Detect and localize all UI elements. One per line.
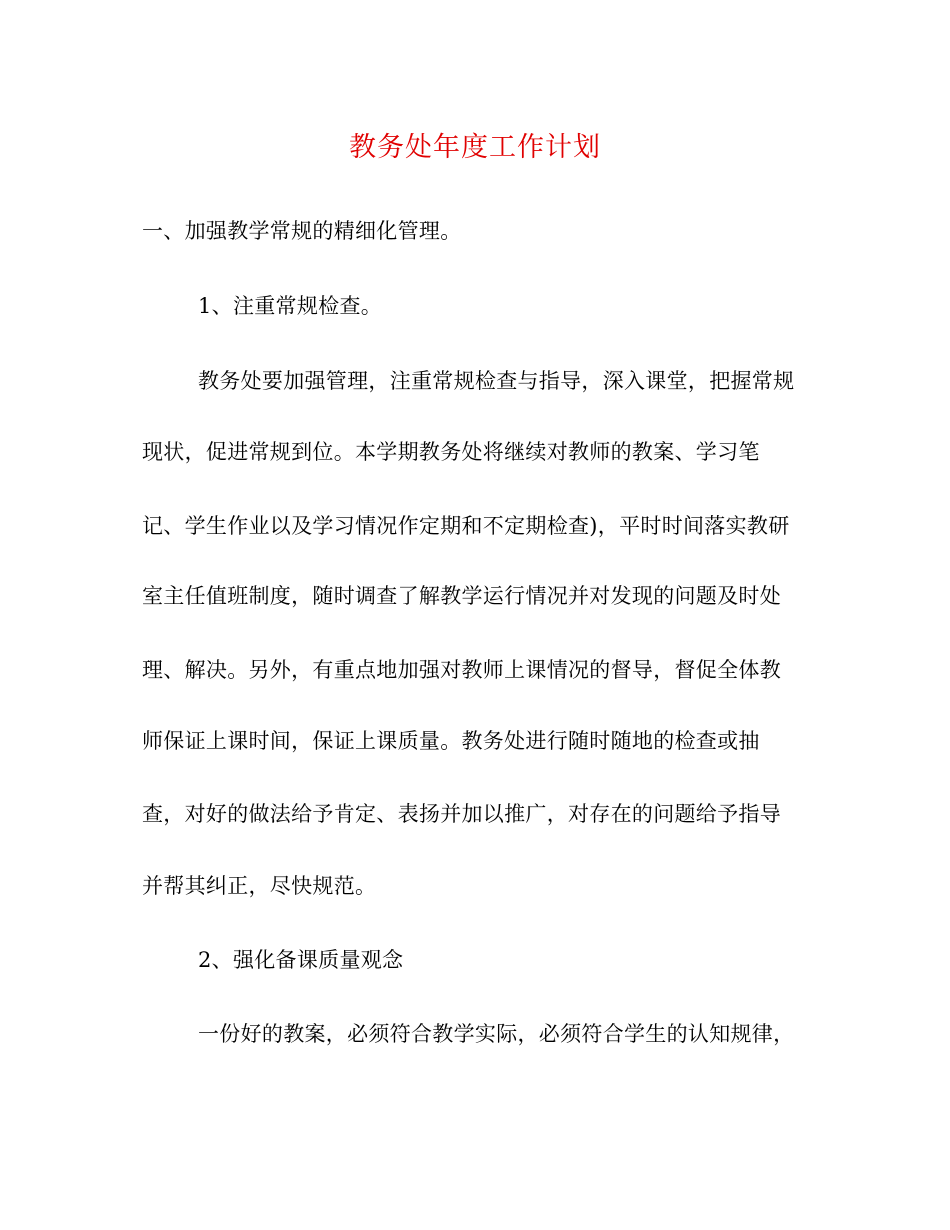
paragraph-line: 记、学生作业以及学习情况作定期和不定期检查)，平时时间落实教研 xyxy=(142,514,790,538)
paragraph-line: 师保证上课时间，保证上课质量。教务处进行随时随地的检查或抽 xyxy=(142,729,760,753)
paragraph-line: 室主任值班制度，随时调查了解教学运行情况并对发现的问题及时处 xyxy=(142,584,781,608)
paragraph-line: 现状，促进常规到位。本学期教务处将继续对教师的教案、学习笔 xyxy=(142,440,760,464)
subsection-heading: 1、注重常规检查。 xyxy=(198,294,383,318)
paragraph-line: 理、解决。另外，有重点地加强对教师上课情况的督导，督促全体教 xyxy=(142,658,781,682)
paragraph-line: 并帮其纠正，尽快规范。 xyxy=(142,874,377,898)
subsection-heading: 2、强化备课质量观念 xyxy=(198,948,404,972)
section-heading: 一、加强教学常规的精细化管理。 xyxy=(142,219,462,243)
paragraph-line: 一份好的教案，必须符合教学实际，必须符合学生的认知规律， xyxy=(198,1022,795,1046)
document-title: 教务处年度工作计划 xyxy=(349,132,601,163)
paragraph-line: 教务处要加强管理，注重常规检查与指导，深入课堂，把握常规 xyxy=(198,369,795,393)
paragraph-line: 查，对好的做法给予肯定、表扬并加以推广，对存在的问题给予指导 xyxy=(142,802,781,826)
